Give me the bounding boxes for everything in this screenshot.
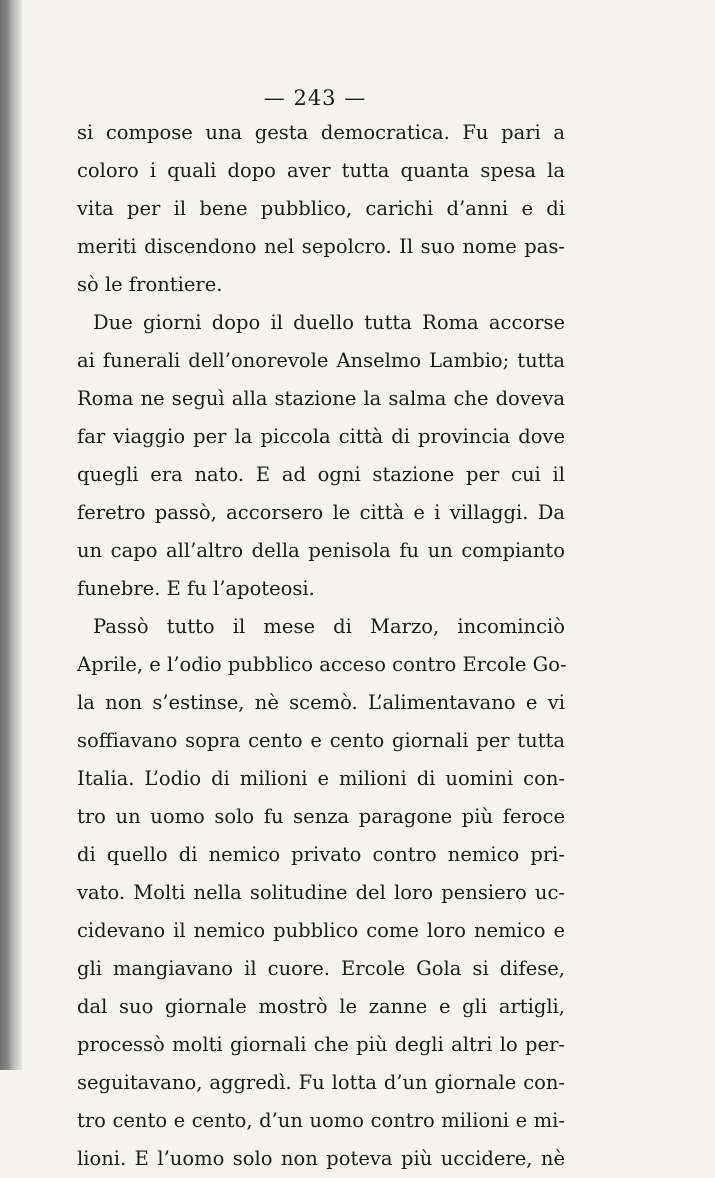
- text-line: funebre. E fu l’apoteosi.: [77, 577, 315, 600]
- body-text: [77, 114, 565, 1178]
- text-line: gli mangiavano il cuore. Ercole Gola si difese,: [77, 957, 565, 980]
- text-line: lioni. E l’uomo solo non poteva più uccidere, nè: [77, 1147, 565, 1170]
- text-line: Due giorni dopo il duello tutta Roma accorse: [93, 311, 565, 334]
- text-line: la non s’estinse, nè scemò. L’alimentavano e vi: [77, 691, 565, 714]
- page-number: — 243 —: [263, 86, 367, 110]
- text-line: processò molti giornali che più degli altri lo per-: [77, 1033, 565, 1056]
- text-line: tro cento e cento, d’un uomo contro milioni e mi-: [77, 1109, 565, 1132]
- text-line: seguitavano, aggredì. Fu lotta d’un giornale con-: [77, 1071, 565, 1094]
- text-line: Passò tutto il mese di Marzo, incominciò: [93, 615, 565, 638]
- text-line: sò le frontiere.: [77, 273, 223, 296]
- text-line: dal suo giornale mostrò le zanne e gli artigli,: [77, 995, 565, 1018]
- text-line: tro un uomo solo fu senza paragone più feroce: [77, 805, 565, 828]
- text-line: far viaggio per la piccola città di provincia dove: [77, 425, 565, 448]
- text-line: meriti discendono nel sepolcro. Il suo nome pas-: [77, 235, 565, 258]
- text-line: vato. Molti nella solitudine del loro pensiero uc-: [77, 881, 565, 904]
- text-line: di quello di nemico privato contro nemico pri-: [77, 843, 565, 866]
- book-binding-edge: [0, 0, 22, 1070]
- text-line: si compose una gesta democratica. Fu pari a: [77, 121, 565, 144]
- text-line: vita per il bene pubblico, carichi d’anni e di: [77, 197, 565, 220]
- text-line: soffiavano sopra cento e cento giornali per tutta: [77, 729, 565, 752]
- text-line: Roma ne seguì alla stazione la salma che doveva: [77, 387, 565, 410]
- text-line: un capo all’altro della penisola fu un compianto: [77, 539, 565, 562]
- text-line: quegli era nato. E ad ogni stazione per cui il: [77, 463, 565, 486]
- text-line: Italia. L’odio di milioni e milioni di uomini con-: [77, 767, 565, 790]
- text-line: feretro passò, accorsero le città e i villaggi. Da: [77, 501, 565, 524]
- text-line: ai funerali dell’onorevole Anselmo Lambio; tutta: [77, 349, 565, 372]
- text-line: cidevano il nemico pubblico come loro nemico e: [77, 919, 565, 942]
- text-line: Aprile, e l’odio pubblico acceso contro Ercole Go-: [77, 653, 567, 676]
- text-line: coloro i quali dopo aver tutta quanta spesa la: [77, 159, 565, 182]
